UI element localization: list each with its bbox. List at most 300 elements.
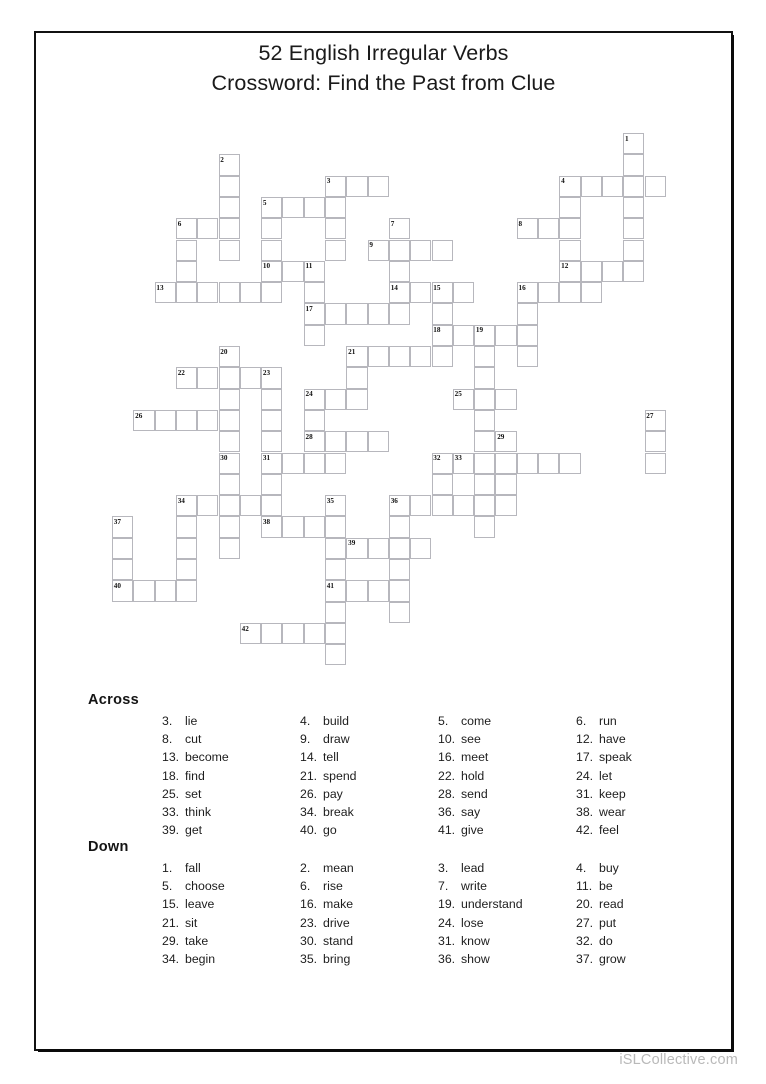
across-clue-word: meet <box>461 750 489 765</box>
across-clue-word: have <box>599 732 626 747</box>
across-clue <box>300 748 438 766</box>
down-clue <box>438 950 576 968</box>
crossword-cell[interactable] <box>304 389 325 410</box>
crossword-cell[interactable] <box>304 623 325 644</box>
across-clue <box>576 821 714 839</box>
crossword-cell[interactable] <box>474 495 495 516</box>
across-clue-word: become <box>185 750 229 765</box>
crossword-cell[interactable] <box>282 453 303 474</box>
down-clue <box>576 895 714 913</box>
crossword-cell[interactable] <box>368 580 389 601</box>
down-clue-number: 35. <box>300 952 318 967</box>
across-clue-number: 3. <box>162 714 173 728</box>
across-clue <box>576 730 714 748</box>
crossword-cell[interactable] <box>453 325 474 346</box>
crossword-cell[interactable] <box>517 218 538 239</box>
crossword-cell[interactable] <box>389 240 410 261</box>
crossword-cell[interactable] <box>219 389 240 410</box>
crossword-cell[interactable] <box>261 495 282 516</box>
crossword-cell[interactable] <box>325 176 346 197</box>
down-clue-word: put <box>599 915 617 930</box>
across-clue-number: 5. <box>438 714 449 728</box>
across-clue <box>438 748 576 766</box>
crossword-cell[interactable] <box>346 367 367 388</box>
crossword-cell[interactable] <box>325 538 346 559</box>
across-clue-word: set <box>185 786 202 801</box>
crossword-cell[interactable] <box>389 516 410 537</box>
down-clue-word: make <box>323 897 354 912</box>
crossword-cell[interactable] <box>176 218 197 239</box>
crossword-cell-number: 13 <box>156 283 164 292</box>
crossword-cell[interactable] <box>538 282 559 303</box>
crossword-cell[interactable] <box>304 453 325 474</box>
crossword-cell[interactable] <box>197 282 218 303</box>
crossword-cell[interactable] <box>176 580 197 601</box>
crossword-cell[interactable] <box>346 431 367 452</box>
crossword-cell[interactable] <box>517 453 538 474</box>
down-clue-word: read <box>599 897 624 912</box>
crossword-cell[interactable] <box>389 282 410 303</box>
down-clue-number: 4. <box>576 861 587 875</box>
crossword-cell[interactable] <box>602 261 623 282</box>
crossword-cell-number: 9 <box>369 241 373 250</box>
across-clue <box>438 821 576 839</box>
crossword-cell[interactable] <box>261 474 282 495</box>
crossword-cell[interactable] <box>325 431 346 452</box>
crossword-cell[interactable] <box>474 516 495 537</box>
crossword-cell[interactable] <box>176 495 197 516</box>
crossword-cell[interactable] <box>112 538 133 559</box>
crossword-cell[interactable] <box>368 303 389 324</box>
crossword-cell[interactable] <box>559 240 580 261</box>
across-clue-number: 33. <box>162 805 180 820</box>
down-clue-word: rise <box>323 879 343 894</box>
down-clue <box>162 932 300 950</box>
crossword-cell[interactable] <box>304 410 325 431</box>
crossword-cell[interactable] <box>197 367 218 388</box>
crossword-cell[interactable] <box>219 176 240 197</box>
crossword-cell[interactable] <box>432 495 453 516</box>
down-clue-number: 32. <box>576 933 594 948</box>
crossword-cell[interactable] <box>368 176 389 197</box>
crossword-cell[interactable] <box>261 197 282 218</box>
crossword-cell[interactable] <box>219 240 240 261</box>
crossword-cell[interactable] <box>559 261 580 282</box>
crossword-cell[interactable] <box>176 261 197 282</box>
down-clue-word: bring <box>323 952 351 967</box>
across-clue-number: 31. <box>576 786 594 801</box>
crossword-cell[interactable] <box>495 325 516 346</box>
crossword-cell[interactable] <box>623 133 644 154</box>
crossword-cell[interactable] <box>112 580 133 601</box>
crossword-cell[interactable] <box>623 197 644 218</box>
across-clue-word: tell <box>323 750 339 765</box>
crossword-cell[interactable] <box>581 176 602 197</box>
crossword-cell[interactable] <box>219 197 240 218</box>
across-clue-word: think <box>185 805 211 820</box>
down-clue-number: 7. <box>438 879 449 894</box>
crossword-cell[interactable] <box>645 453 666 474</box>
crossword-cell[interactable] <box>325 623 346 644</box>
down-clue <box>576 914 714 932</box>
crossword-cell[interactable] <box>410 495 431 516</box>
down-clue-word: show <box>461 952 490 967</box>
crossword-cell[interactable] <box>559 176 580 197</box>
crossword-cell[interactable] <box>219 410 240 431</box>
crossword-cell[interactable] <box>176 559 197 580</box>
crossword-cell[interactable] <box>240 495 261 516</box>
crossword-cell[interactable] <box>432 453 453 474</box>
crossword-cell[interactable] <box>495 389 516 410</box>
crossword-cell[interactable] <box>240 282 261 303</box>
across-clue <box>162 730 300 748</box>
down-clue-word: do <box>599 933 613 948</box>
crossword-cell[interactable] <box>368 538 389 559</box>
across-clue-list <box>162 712 714 839</box>
across-clue-word: keep <box>599 786 626 801</box>
across-clue-number: 21. <box>300 768 318 783</box>
crossword-cell[interactable] <box>219 453 240 474</box>
crossword-cell[interactable] <box>474 410 495 431</box>
crossword-cell[interactable] <box>623 218 644 239</box>
crossword-cell[interactable] <box>261 516 282 537</box>
across-clue-number: 41. <box>438 823 456 838</box>
crossword-cell[interactable] <box>219 474 240 495</box>
crossword-cell-number: 15 <box>433 283 441 292</box>
crossword-cell[interactable] <box>325 644 346 665</box>
title-line-2: Crossword: Find the Past from Clue <box>211 71 556 95</box>
crossword-cell[interactable] <box>282 197 303 218</box>
crossword-cell[interactable] <box>304 325 325 346</box>
crossword-cell-number: 30 <box>220 454 228 463</box>
crossword-cell[interactable] <box>410 282 431 303</box>
crossword-cell[interactable] <box>197 495 218 516</box>
down-clue <box>438 914 576 932</box>
crossword-cell[interactable] <box>261 218 282 239</box>
crossword-cell[interactable] <box>325 389 346 410</box>
down-clue-word: drive <box>323 915 350 930</box>
across-clue-number: 8. <box>162 732 173 747</box>
crossword-cell-number: 38 <box>262 518 271 526</box>
down-clue <box>576 877 714 895</box>
across-clue <box>576 748 714 766</box>
crossword-cell[interactable] <box>282 516 303 537</box>
crossword-cell[interactable] <box>495 453 516 474</box>
crossword-cell[interactable] <box>325 197 346 218</box>
crossword-cell[interactable] <box>219 154 240 175</box>
crossword-cell[interactable] <box>389 602 410 623</box>
crossword-cell[interactable] <box>219 367 240 388</box>
across-clue-number: 18. <box>162 768 180 783</box>
across-clue-number: 13. <box>162 750 180 765</box>
crossword-cell[interactable] <box>176 367 197 388</box>
down-clue-word: mean <box>323 861 354 875</box>
crossword-cell[interactable] <box>304 261 325 282</box>
crossword-cell[interactable] <box>559 453 580 474</box>
across-clue-number: 16. <box>438 750 456 765</box>
crossword-cell[interactable] <box>368 346 389 367</box>
crossword-cell[interactable] <box>453 453 474 474</box>
crossword-cell[interactable] <box>261 367 282 388</box>
crossword-cell[interactable] <box>623 176 644 197</box>
down-clue <box>300 859 438 877</box>
across-clue <box>162 767 300 785</box>
crossword-cell[interactable] <box>304 431 325 452</box>
crossword-cell[interactable] <box>474 325 495 346</box>
crossword-cell[interactable] <box>261 410 282 431</box>
crossword-cell[interactable] <box>112 559 133 580</box>
across-clue-word: hold <box>461 768 485 783</box>
crossword-cell[interactable] <box>325 240 346 261</box>
crossword-cell[interactable] <box>432 282 453 303</box>
crossword-cell[interactable] <box>261 431 282 452</box>
crossword-cell[interactable] <box>219 516 240 537</box>
crossword-cell[interactable] <box>346 303 367 324</box>
down-clue <box>300 932 438 950</box>
crossword-cell[interactable] <box>155 580 176 601</box>
down-clue-word: sit <box>185 915 198 930</box>
crossword-cell[interactable] <box>219 431 240 452</box>
crossword-cell[interactable] <box>559 197 580 218</box>
crossword-cell[interactable] <box>453 282 474 303</box>
down-clue-word: take <box>185 933 209 948</box>
crossword-cell[interactable] <box>474 346 495 367</box>
across-clue-number: 12. <box>576 732 594 747</box>
down-clue-number: 5. <box>162 879 173 894</box>
crossword-cell[interactable] <box>559 282 580 303</box>
crossword-cell[interactable] <box>623 154 644 175</box>
crossword-cell[interactable] <box>304 282 325 303</box>
crossword-cell[interactable] <box>623 261 644 282</box>
down-clue <box>300 877 438 895</box>
crossword-cell-number: 36 <box>390 496 398 505</box>
crossword-cell[interactable] <box>581 282 602 303</box>
across-clue <box>576 803 714 821</box>
crossword-cell[interactable] <box>133 580 154 601</box>
crossword-cell[interactable] <box>346 176 367 197</box>
crossword-cell[interactable] <box>176 410 197 431</box>
down-clue <box>162 859 300 877</box>
crossword-cell[interactable] <box>389 559 410 580</box>
down-clue <box>438 859 576 877</box>
crossword-cell[interactable] <box>261 240 282 261</box>
down-clue <box>576 932 714 950</box>
crossword-cell[interactable] <box>261 623 282 644</box>
down-clue-number: 15. <box>162 897 180 912</box>
across-clue-word: draw <box>323 732 350 747</box>
crossword-cell[interactable] <box>304 303 325 324</box>
crossword-cell-number: 21 <box>348 347 356 356</box>
across-clue-number: 42. <box>576 823 594 838</box>
across-clue <box>438 712 576 730</box>
crossword-cell[interactable] <box>474 389 495 410</box>
crossword-cell[interactable] <box>112 516 133 537</box>
crossword-cell[interactable] <box>389 495 410 516</box>
across-clue <box>300 803 438 821</box>
down-clue-word: fall <box>185 861 201 875</box>
crossword-cell[interactable] <box>623 240 644 261</box>
crossword-cell[interactable] <box>368 240 389 261</box>
crossword-cell[interactable] <box>219 282 240 303</box>
crossword-cell[interactable] <box>474 453 495 474</box>
crossword-cell-number: 8 <box>518 219 523 228</box>
crossword-cell[interactable] <box>368 431 389 452</box>
down-clue-word: stand <box>323 933 354 948</box>
crossword-cell[interactable] <box>538 218 559 239</box>
crossword-cell[interactable] <box>517 303 538 324</box>
crossword-cell-number: 39 <box>348 539 356 548</box>
crossword-cell[interactable] <box>538 453 559 474</box>
across-clue-word: let <box>599 768 612 783</box>
crossword-cell[interactable] <box>645 410 666 431</box>
crossword-cell-number: 25 <box>454 390 462 399</box>
crossword-cell-number: 29 <box>497 432 505 441</box>
crossword-cell[interactable] <box>219 218 240 239</box>
across-clue-word: send <box>461 786 488 801</box>
crossword-cell-number: 6 <box>177 219 182 228</box>
down-clue-number: 29. <box>162 933 180 948</box>
across-clue-word: get <box>185 823 203 838</box>
down-clue-word: buy <box>599 861 619 875</box>
across-clue-word: pay <box>323 786 343 801</box>
crossword-cell[interactable] <box>325 495 346 516</box>
crossword-cell[interactable] <box>389 303 410 324</box>
across-clue <box>438 803 576 821</box>
crossword-cell[interactable] <box>474 367 495 388</box>
crossword-cell[interactable] <box>197 218 218 239</box>
down-clue <box>300 950 438 968</box>
crossword-cell[interactable] <box>176 538 197 559</box>
crossword-cell[interactable] <box>155 282 176 303</box>
crossword-cell[interactable] <box>432 474 453 495</box>
crossword-cell[interactable] <box>389 580 410 601</box>
across-clue-number: 22. <box>438 768 456 783</box>
down-clue-number: 20. <box>576 897 594 912</box>
down-clue-list <box>162 859 714 968</box>
crossword-cell[interactable] <box>410 240 431 261</box>
crossword-cell[interactable] <box>645 431 666 452</box>
across-clue-word: spend <box>323 768 357 783</box>
across-clue-number: 10. <box>438 732 456 747</box>
crossword-cell[interactable] <box>304 197 325 218</box>
crossword-cell[interactable] <box>219 538 240 559</box>
crossword-cell[interactable] <box>282 261 303 282</box>
down-clue-number: 6. <box>300 879 311 894</box>
crossword-cell-number: 4 <box>561 177 565 186</box>
crossword-cell[interactable] <box>325 453 346 474</box>
crossword-cell-number: 32 <box>433 454 441 463</box>
crossword-cell[interactable] <box>304 516 325 537</box>
crossword-cell[interactable] <box>325 218 346 239</box>
crossword-cell[interactable] <box>517 282 538 303</box>
crossword-cell[interactable] <box>133 410 154 431</box>
down-clue-number: 11. <box>576 879 593 894</box>
crossword-cell[interactable] <box>261 282 282 303</box>
across-clue-word: wear <box>599 805 626 820</box>
across-clue <box>438 767 576 785</box>
across-clue-number: 25. <box>162 786 180 801</box>
across-clue-word: build <box>323 714 349 728</box>
crossword-cell[interactable] <box>432 240 453 261</box>
crossword-cell[interactable] <box>176 282 197 303</box>
crossword-cell[interactable] <box>325 580 346 601</box>
across-clue-number: 4. <box>300 714 311 728</box>
across-clue <box>300 767 438 785</box>
crossword-cell[interactable] <box>474 431 495 452</box>
down-clue-word: grow <box>599 952 626 967</box>
crossword-cell[interactable] <box>559 218 580 239</box>
crossword-cell[interactable] <box>517 325 538 346</box>
crossword-cell[interactable] <box>495 474 516 495</box>
crossword-cell[interactable] <box>346 538 367 559</box>
across-clue-word: run <box>599 714 617 728</box>
crossword-cell[interactable] <box>261 453 282 474</box>
crossword-cell[interactable] <box>219 495 240 516</box>
crossword-cell[interactable] <box>453 495 474 516</box>
crossword-cell[interactable] <box>410 346 431 367</box>
across-clue-word: cut <box>185 732 202 747</box>
crossword-cell[interactable] <box>155 410 176 431</box>
down-clue <box>300 895 438 913</box>
crossword-cell[interactable] <box>197 410 218 431</box>
crossword-cell[interactable] <box>325 559 346 580</box>
crossword-cell[interactable] <box>495 495 516 516</box>
crossword-cell[interactable] <box>240 367 261 388</box>
islcollective-watermark: iSLCollective.com <box>619 1052 738 1068</box>
across-clue-word: go <box>323 823 337 838</box>
crossword-cell[interactable] <box>240 623 261 644</box>
crossword-cell[interactable] <box>432 303 453 324</box>
crossword-cell[interactable] <box>325 602 346 623</box>
crossword-cell[interactable] <box>346 389 367 410</box>
crossword-cell[interactable] <box>176 516 197 537</box>
across-clue <box>300 821 438 839</box>
crossword-cell[interactable] <box>410 538 431 559</box>
crossword-cell[interactable] <box>389 346 410 367</box>
crossword-cell[interactable] <box>261 261 282 282</box>
crossword-cell[interactable] <box>602 176 623 197</box>
crossword-cell[interactable] <box>389 538 410 559</box>
crossword-cell[interactable] <box>432 325 453 346</box>
crossword-cell[interactable] <box>325 303 346 324</box>
down-clue-word: know <box>461 933 490 948</box>
crossword-cell-number: 7 <box>390 219 395 228</box>
crossword-cell[interactable] <box>453 389 474 410</box>
crossword-cell[interactable] <box>261 389 282 410</box>
crossword-cell[interactable] <box>517 346 538 367</box>
crossword-cell[interactable] <box>389 261 410 282</box>
crossword-cell[interactable] <box>474 474 495 495</box>
crossword-cell[interactable] <box>219 346 240 367</box>
crossword-cell[interactable] <box>581 261 602 282</box>
down-clue-number: 16. <box>300 897 318 912</box>
crossword-cell[interactable] <box>176 240 197 261</box>
down-clue-word: lead <box>461 861 485 875</box>
across-clue <box>162 821 300 839</box>
crossword-cell[interactable] <box>389 218 410 239</box>
crossword-cell[interactable] <box>346 580 367 601</box>
crossword-cell[interactable] <box>432 346 453 367</box>
crossword-cell-number: 17 <box>305 305 313 313</box>
crossword-cell[interactable] <box>346 346 367 367</box>
crossword-cell[interactable] <box>325 516 346 537</box>
crossword-cell[interactable] <box>495 431 516 452</box>
crossword-cell[interactable] <box>282 623 303 644</box>
crossword-cell-number: 42 <box>241 624 249 633</box>
across-clue <box>162 803 300 821</box>
crossword-cell[interactable] <box>645 176 666 197</box>
down-clue-number: 30. <box>300 933 318 948</box>
